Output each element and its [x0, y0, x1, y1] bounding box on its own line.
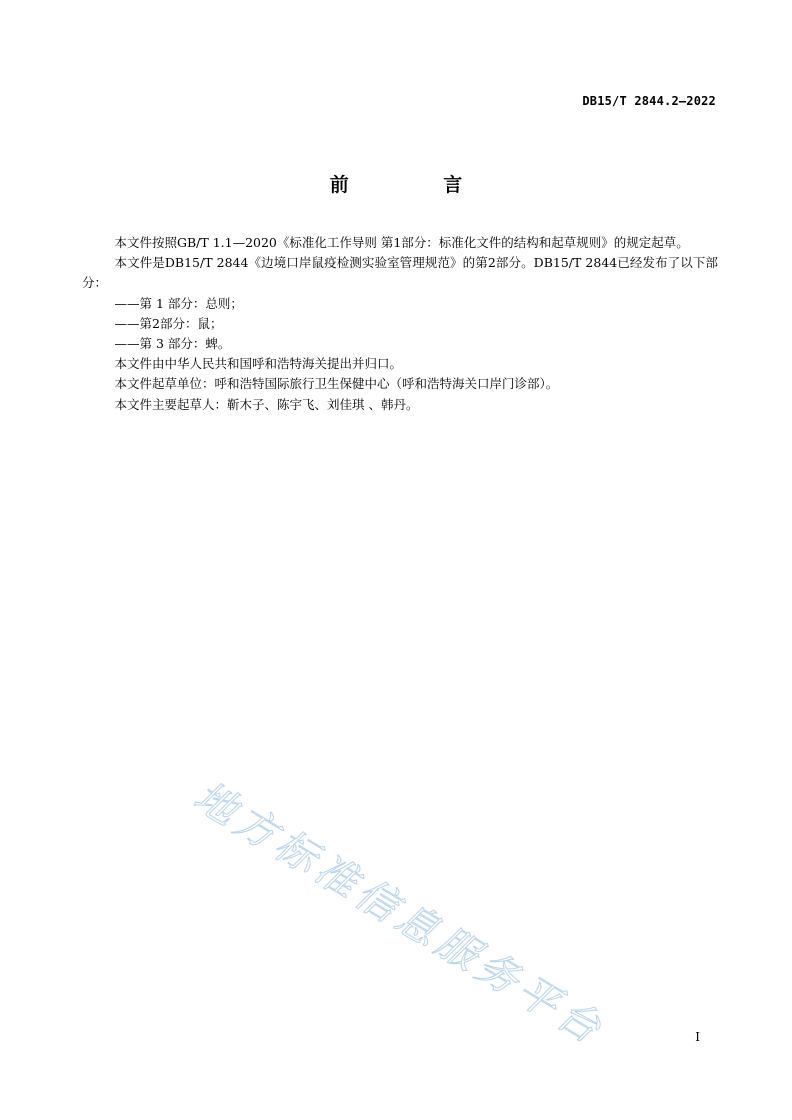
foreword-body	[82, 233, 718, 415]
paragraph-drafting-unit: 本文件起草单位：呼和浩特国际旅行卫生保健中心（呼和浩特海关口岸门诊部）。	[114, 376, 559, 392]
paragraph-series-info: 本文件是DB15/T 2844《边境口岸鼠疫检测实验室管理规范》的第2部分。DB15/T 2844已经发布了以下部分：	[82, 255, 718, 291]
paragraph-drafters: 本文件主要起草人：靳木子、陈宇飞、刘佳琪 、韩丹。	[114, 396, 419, 412]
list-item-part-2: ——第2部分：鼠；	[114, 315, 223, 331]
list-item-part-3: ——第 3 部分：蜱。	[114, 336, 231, 352]
paragraph-proposer: 本文件由中华人民共和国呼和浩特海关提出并归口。	[114, 356, 403, 372]
watermark: 地方标准信息服务平台	[185, 771, 614, 1056]
page-title: 前 言	[329, 174, 507, 196]
page-number: I	[695, 1030, 700, 1044]
list-item-part-1: ——第 1 部分：总则；	[114, 295, 243, 311]
standard-number: DB15/T 2844.2—2022	[582, 94, 716, 108]
paragraph-drafting-basis: 本文件按照GB/T 1.1—2020《标准化工作导则 第1部分：标准化文件的结构和起草规则》的规定起草。	[114, 235, 689, 250]
